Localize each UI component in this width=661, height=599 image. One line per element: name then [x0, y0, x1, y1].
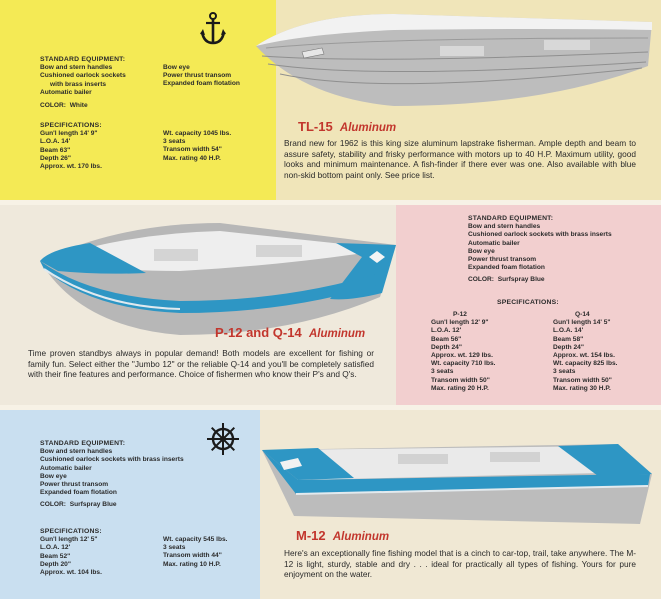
- pq-material: Aluminum: [308, 328, 366, 340]
- pq-color-label: COLOR:: [468, 276, 495, 284]
- tl15-equipment: [40, 56, 126, 97]
- m12-material: Aluminum: [332, 531, 390, 543]
- pq-spec-item: Gun'l length 12' 9": [431, 319, 489, 327]
- m12-spec-item: Approx. wt. 104 lbs.: [40, 569, 102, 577]
- tl15-spec-item: Max. rating 40 H.P.: [163, 154, 221, 162]
- tl15-model: TL-15: [298, 119, 333, 134]
- pq-equipment: [468, 215, 612, 285]
- pq-q14-specs: [553, 311, 618, 393]
- m12-equipment-item: Cushioned oarlock sockets with brass inserts: [40, 456, 184, 464]
- m12-spec-item: Beam 52": [40, 552, 71, 560]
- pq-p12-specs: [431, 311, 496, 393]
- pq-spec-item: L.O.A. 14': [553, 327, 584, 335]
- tl15-equipment-item: Cushioned oarlock sockets: [40, 72, 126, 80]
- tl15-spec-item: Transom width 54": [163, 146, 222, 154]
- m12-equipment-item: Power thrust transom: [40, 481, 109, 489]
- tl15-material: Aluminum: [339, 122, 397, 134]
- tl15-spec-item: Depth 26": [40, 154, 71, 162]
- tl15-equipment-item: Expanded foam flotation: [163, 80, 240, 88]
- m12-panel: [0, 410, 661, 599]
- pq-panel: [0, 205, 661, 405]
- tl15-panel: [0, 0, 661, 200]
- m12-specs: [40, 528, 102, 577]
- pq-spec-heading-wrap: [497, 299, 559, 307]
- m12-specs-right: [163, 536, 228, 569]
- pq-equipment-item: Bow eye: [468, 247, 495, 255]
- pq-spec-item: Max. rating 30 H.P.: [553, 384, 611, 392]
- m12-spec-heading: SPECIFICATIONS:: [40, 528, 102, 535]
- m12-spec-item: Max. rating 10 H.P.: [163, 560, 221, 568]
- tl15-equipment-item: Automatic bailer: [40, 88, 92, 96]
- tl15-spec-item: L.O.A. 14': [40, 138, 71, 146]
- pq-spec-item: 3 seats: [553, 368, 576, 376]
- tl15-spec-item: 3 seats: [163, 138, 186, 146]
- tl15-spec-item: Approx. wt. 170 lbs.: [40, 163, 102, 171]
- pq-standard-heading: STANDARD EQUIPMENT:: [468, 215, 554, 222]
- pq-equipment-item: Power thrust transom: [468, 256, 537, 264]
- tl15-color: [40, 102, 88, 110]
- tl15-standard-heading: STANDARD EQUIPMENT:: [40, 56, 126, 63]
- pq-spec-item: Depth 24": [553, 343, 584, 351]
- tl15-boat-image: [244, 8, 658, 120]
- m12-color-value: Surfspray Blue: [69, 501, 117, 509]
- tl15-equipment-item: Bow and stern handles: [40, 64, 113, 72]
- pq-equipment-item: Automatic bailer: [468, 239, 520, 247]
- tl15-equipment-item: with brass inserts: [50, 80, 107, 88]
- m12-title: [296, 528, 389, 543]
- m12-equipment-item: Bow and stern handles: [40, 448, 113, 456]
- pq-spec-heading: SPECIFICATIONS:: [497, 299, 559, 306]
- m12-spec-item: 3 seats: [163, 544, 186, 552]
- m12-spec-item: Transom width 44": [163, 552, 222, 560]
- pq-spec-item: Beam 56": [431, 335, 462, 343]
- pq-spec-item: L.O.A. 12': [431, 327, 462, 335]
- anchor-icon: [199, 12, 227, 46]
- tl15-color-label: COLOR:: [40, 102, 67, 109]
- m12-equipment-item: Automatic bailer: [40, 464, 92, 472]
- pq-equipment-item: Expanded foam flotation: [468, 264, 545, 272]
- tl15-spec-item: Beam 63": [40, 146, 71, 154]
- ships-wheel-icon: [206, 422, 240, 456]
- tl15-equipment-right: [163, 64, 240, 89]
- m12-model: M-12: [296, 528, 326, 543]
- tl15-specs-right: [163, 130, 231, 163]
- pq-spec-item: Approx. wt. 129 lbs.: [431, 352, 493, 360]
- pq-spec-item: Gun'l length 14' 5": [553, 319, 611, 327]
- tl15-specs: [40, 122, 102, 171]
- pq-equipment-item: Bow and stern handles: [468, 223, 541, 231]
- pq-spec-item: Transom width 50": [553, 376, 612, 384]
- pq-boat-image: [30, 209, 402, 341]
- tl15-spec-heading: SPECIFICATIONS:: [40, 122, 102, 129]
- tl15-title: [298, 119, 396, 134]
- pq-spec-item: Approx. wt. 154 lbs.: [553, 352, 615, 360]
- m12-spec-item: Depth 20": [40, 560, 71, 568]
- m12-equipment-item: Expanded foam flotation: [40, 489, 117, 497]
- pq-description: Time proven standbys always in popular demand! Both models are excellent for fishing or family fun. Select either the "Jumbo 12" or the reliable Q-14 and you'll be completely satisfied with their fine features and performance. Choice of fishermen who know their P's and Q's.: [28, 348, 374, 379]
- pq-model: P-12 and Q-14: [215, 325, 302, 340]
- pq-q14-heading: Q-14: [575, 311, 590, 318]
- m12-description: Here's an exceptionally fine fishing model that is a cinch to car-top, trail, take anywhere. The M-12 is light, sturdy, stable and dry . . . ideal for practically all types of fishing. Yours for pure enjoyment on the water.: [284, 548, 636, 579]
- pq-spec-item: Beam 58": [553, 335, 584, 343]
- tl15-color-value: White: [69, 102, 88, 109]
- tl15-spec-item: Wt. capacity 1045 lbs.: [163, 130, 232, 137]
- pq-spec-item: Wt. capacity 710 lbs.: [431, 360, 496, 368]
- pq-equipment-item: Cushioned oarlock sockets with brass inserts: [468, 231, 612, 239]
- tl15-description: Brand new for 1962 is this king size aluminum lapstrake fisherman. Ample depth and beam to assure safety, stability and frisky performance with motors up to 40 H.P. Maximum utility, good looks and minimum maintenance. A fish-finder if there ever was one. Also available with blue non-skid bottom paint only. See price list.: [284, 138, 636, 180]
- pq-spec-item: Wt. capacity 825 lbs.: [553, 360, 618, 368]
- pq-color-value: Surfspray Blue: [497, 276, 545, 284]
- m12-equipment: [40, 440, 184, 510]
- m12-spec-item: Wt. capacity 545 lbs.: [163, 536, 228, 543]
- m12-color-label: COLOR:: [40, 501, 67, 509]
- pq-spec-item: Depth 24": [431, 343, 462, 351]
- m12-boat-image: [258, 428, 658, 536]
- pq-spec-item: Transom width 50": [431, 376, 490, 384]
- tl15-equipment-item: Bow eye: [163, 64, 190, 71]
- m12-spec-item: Gun'l length 12' 5": [40, 536, 98, 544]
- tl15-equipment-item: Power thrust transom: [163, 72, 232, 80]
- m12-standard-heading: STANDARD EQUIPMENT:: [40, 440, 126, 447]
- m12-spec-item: L.O.A. 12': [40, 544, 71, 552]
- tl15-spec-item: Gun'l length 14' 9": [40, 130, 98, 138]
- pq-p12-heading: P-12: [453, 311, 467, 318]
- m12-equipment-item: Bow eye: [40, 472, 67, 480]
- pq-spec-item: Max. rating 20 H.P.: [431, 384, 489, 392]
- pq-title: [215, 325, 365, 340]
- pq-spec-item: 3 seats: [431, 368, 454, 376]
